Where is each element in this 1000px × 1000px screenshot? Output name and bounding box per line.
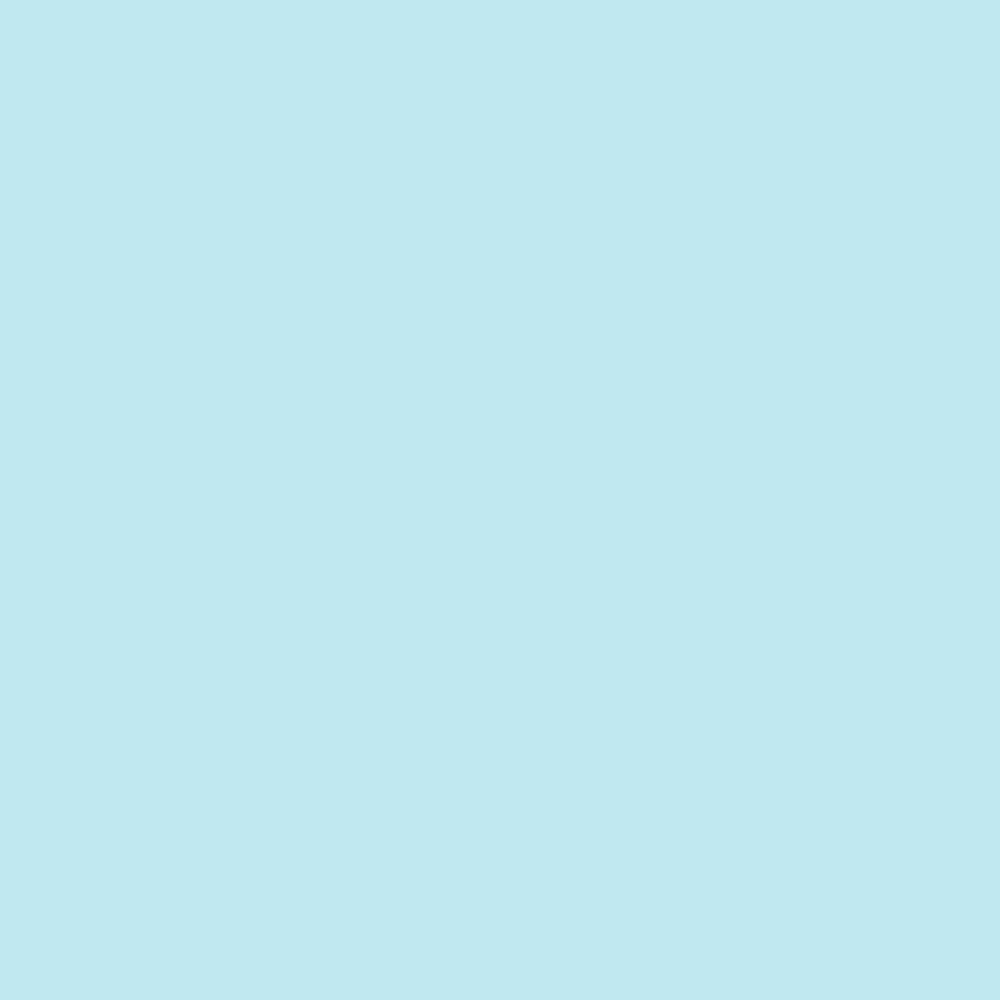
sebum-chart-svg — [0, 70, 560, 420]
smudge-chart-svg — [0, 450, 560, 800]
smudge-chart — [0, 450, 560, 800]
sebum-chart — [0, 70, 560, 420]
